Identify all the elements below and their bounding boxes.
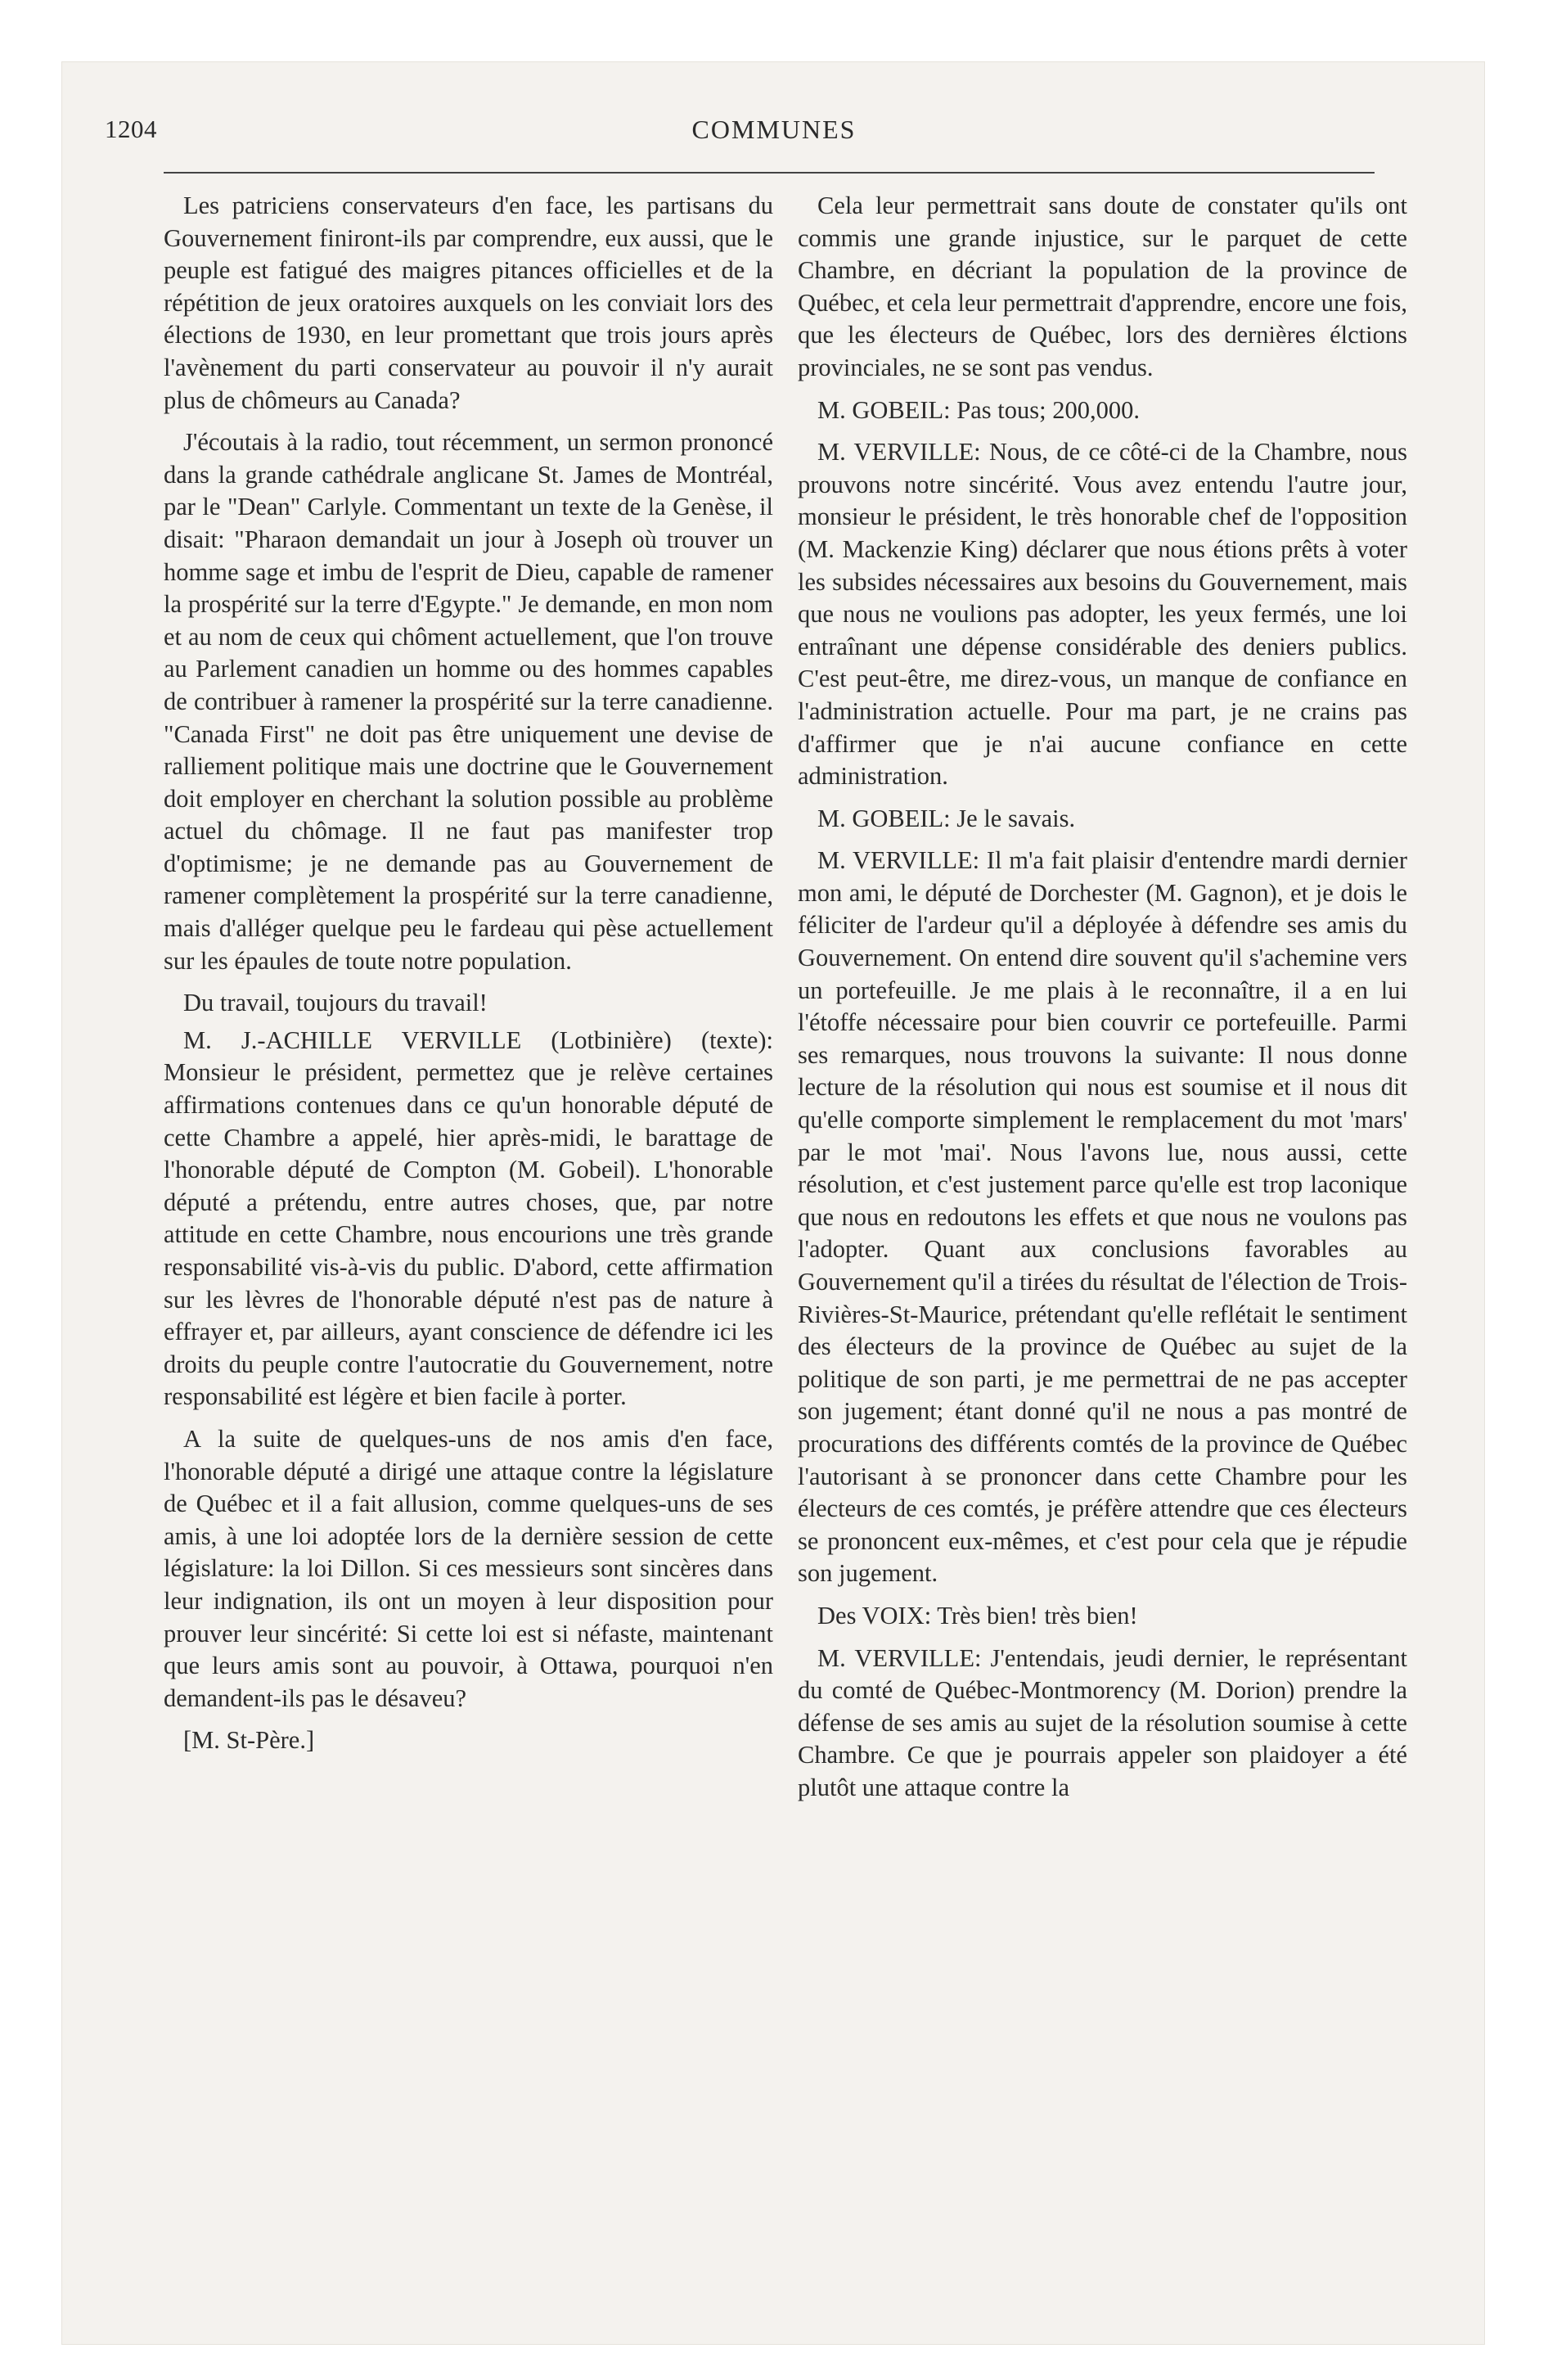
header-rule [164, 172, 1375, 174]
paragraph: Les patriciens conservateurs d'en face, les partisans du Gouvernement finiront-ils par comprendre, eux aussi, que le peuple est fatigué des maigres pitances officielles et de la répétition de jeux oratoires auxquels on les conviait lors des élections de 1930, en leur promettant que trois jours après l'avènement du parti conservateur au pouvoir il n'y aurait plus de chômeurs au Canada? [164, 192, 773, 414]
page-number: 1204 [105, 115, 157, 143]
left-column [164, 190, 773, 1767]
paragraph: M. VERVILLE: J'entendais, jeudi dernier, le représentant du comté de Québec-Montmorency (M. Dorion) prendre la défense de ses amis au sujet de la résolution soumise à cette Chambre. Ce que je pourrais appeler son plaidoyer a été plutôt une attaque contre la [798, 1643, 1407, 1801]
paragraph: Cela leur permettrait sans doute de constater qu'ils ont commis une grande injustice, sur le parquet de cette Chambre, en décriant la population de la province de Québec, et cela leur permettrait d'apprendre, encore une fois, que les électeurs de Québec, lors des dernières élctions provinciales, ne se sont pas vendus. [798, 192, 1407, 381]
paragraph: M. J.-ACHILLE VERVILLE (Lotbinière) (texte): Monsieur le président, permettez que je relève certaines affirmations contenues dans ce qu'un honorable député de cette Chambre a appelé, hier après-midi, le barattage de l'honorable député de Compton (M. Gobeil). L'honorable député a prétendu, entre autres choses, que, par notre attitude en cette Chambre, nous encourions une très grande responsabilité vis-à-vis du public. D'abord, cette affirmation sur les lèvres de l'honorable député n'est pas de nature à effrayer et, par ailleurs, ayant conscience de défendre ici les droits du peuple contre l'autocratie du Gouvernement, notre responsabilité est légère et bien facile à porter. [164, 1025, 773, 1411]
right-column [798, 190, 1407, 1814]
paragraph: M. VERVILLE: Nous, de ce côté-ci de la Chambre, nous prouvons notre sincérité. Vous avez entendu l'autre jour, monsieur le président, le très honorable chef de l'opposition (M. Mackenzie King) déclarer que nous étions prêts à voter les subsides nécessaires aux besoins du Gouvernement, mais que nous ne voulions pas adopter, les yeux fermés, une loi entraînant une dépense considérable des deniers publics. C'est peut-être, me direz-vous, un manque de confiance en l'administration actuelle. Pour ma part, je ne crains pas d'affirmer que je n'ai aucune confiance en cette administration. [798, 438, 1407, 791]
paragraph: J'écoutais à la radio, tout récemment, un sermon prononcé dans la grande cathédrale anglicane St. James de Montréal, par le "Dean" Carlyle. Commentant un texte de la Genèse, il disait: "Pharaon demandait un jour à Joseph où trouver un homme sage et imbu de l'esprit de Dieu, capable de ramener la prospérité sur la terre d'Egypte." Je demande, en mon nom et au nom de ceux qui chôment actuellement, que l'on trouve au Parlement canadien un homme ou des hommes capables de contribuer à ramener la prospérité sur la terre canadienne. "Canada First" ne doit pas être uniquement une devise de ralliement politique mais une doctrine que le Gouvernement doit employer en cherchant la solution possible au problème actuel du chômage. Il ne faut pas manifester trop d'optimisme; je ne demande pas au Gouvernement de ramener complètement la prospérité sur la terre canadienne, mais d'alléger quelque peu le fardeau qui pèse actuellement sur les épaules de toute notre population. [164, 428, 773, 975]
paragraph: Du travail, toujours du travail! [183, 989, 488, 1017]
paragraph: M. GOBEIL: Pas tous; 200,000. [817, 395, 1140, 424]
paragraph: M. GOBEIL: Je le savais. [817, 804, 1076, 832]
speaker-footnote: [M. St-Père.] [183, 1726, 315, 1755]
paragraph: M. VERVILLE: Il m'a fait plaisir d'entendre mardi dernier mon ami, le député de Dorchester (M. Gagnon), et je dois le féliciter de l'ardeur qu'il a déployée à défendre ses amis du Gouvernement. On entend dire souvent qu'il s'achemine vers un portefeuille. Je me plais à le reconnaître, il a en lui l'étoffe nécessaire pour bien couvrir ce portefeuille. Parmi ses remarques, nous trouvons la suivante: Il nous donne lecture de la résolution qui nous est soumise et il nous dit qu'elle comporte simplement le remplacement du mot 'mars' par le mot 'mai'. Nous l'avons lue, nous aussi, cette résolution, et c'est justement parce qu'elle est trop laconique que nous en redoutons les effets et que nous ne voulons pas l'adopter. Quant aux conclusions favorables au Gouvernement qu'il a tirées du résultat de l'élection de Trois-Rivières-St-Maurice, prétendant qu'elle reflétait le sentiment des électeurs de la province de Québec au sujet de la politique de son parti, je me permettrai de ne pas accepter son jugement; étant donné qu'il ne nous a pas montré de procurations des différents comtés de la province de Québec l'autorisant à se prononcer dans cette Chambre pour les électeurs de ces comtés, je préfère attendre que ces électeurs se prononcent eux-mêmes, et c'est pour cela que je répudie son jugement. [798, 846, 1407, 1588]
paragraph: A la suite de quelques-uns de nos amis d'en face, l'honorable député a dirigé une attaque contre la législature de Québec et il a fait allusion, comme quelques-uns de ses amis, à une loi adoptée lors de la dernière session de cette législature: la loi Dillon. Si ces messieurs sont sincères dans leur indignation, ils ont un moyen à leur disposition pour prouver leur sincérité: Si cette loi est si néfaste, maintenant que leurs amis sont au pouvoir, à Ottawa, pourquoi n'en demandent-ils pas le désaveu? [164, 1424, 773, 1712]
page-title: COMMUNES [691, 115, 857, 144]
paragraph: Des VOIX: Très bien! très bien! [817, 1601, 1138, 1629]
